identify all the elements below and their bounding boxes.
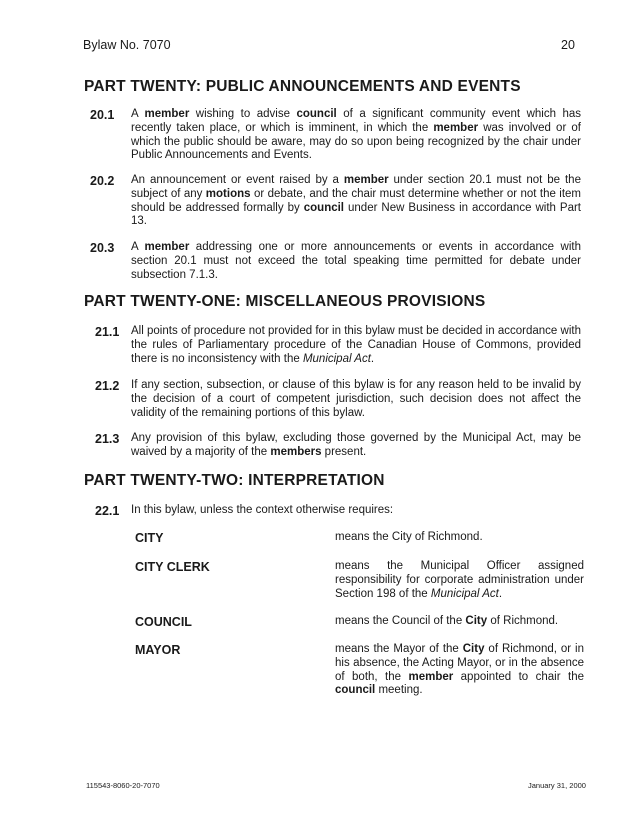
section-text: Any provision of this bylaw, excluding those governed by the Municipal Act, may be waived by a majority of the members present. (131, 432, 581, 458)
section-number: 21.1 (95, 325, 120, 339)
document-code: 115543-8060-20-7070 (86, 781, 160, 790)
section-number: 22.1 (95, 504, 120, 518)
section-text: A member wishing to advise council of a significant community event which has recently taken place, or which is imminent, in which the member was involved or of which the public should be aware, may do so upon being recognized by the chair under Public Announcements and Events. (131, 108, 582, 162)
definition-term: CITY CLERK (135, 560, 210, 574)
page-number: 20 (561, 38, 575, 52)
section-text: A member addressing one or more announcements or events in accordance with section 20.1 must not exceed the total speaking time permitted for debate under subsection 7.1.3. (131, 241, 582, 281)
section-number: 20.1 (90, 108, 115, 122)
bylaw-number: Bylaw No. 7070 (83, 38, 171, 52)
section-text: All points of procedure not provided for in this bylaw must be decided in accordance with the rules of Parliamentary procedure of the Canadian House of Commons, provided there is no inconsistency with the Municipal Act. (131, 325, 581, 365)
section-number: 21.2 (95, 379, 120, 393)
definition-text: means the City of Richmond. (335, 531, 483, 543)
definition-text: means the Council of the City of Richmond. (335, 615, 559, 627)
part-twenty-two-heading: PART TWENTY-TWO: INTERPRETATION (84, 472, 385, 489)
definition-term: COUNCIL (135, 615, 192, 629)
section-text: If any section, subsection, or clause of this bylaw is for any reason held to be invalid by the decision of a court of competent jurisdiction, such decision does not affect the validity of the remaining portions of this bylaw. (131, 379, 581, 419)
section-number: 20.3 (90, 241, 115, 255)
definition-text: means the Mayor of the City of Richmond, or in his absence, the Acting Mayor, or in the absence of both, the member appointed to chair the council meeting. (335, 643, 584, 697)
definition-term: MAYOR (135, 643, 181, 657)
section-number: 21.3 (95, 432, 120, 446)
section-text: In this bylaw, unless the context otherwise requires: (131, 504, 394, 516)
definition-term: CITY (135, 531, 164, 545)
definition-text: means the Municipal Officer assigned responsibility for corporate administration under Section 198 of the Municipal Act. (335, 560, 584, 600)
section-number: 20.2 (90, 174, 115, 188)
document-date: January 31, 2000 (528, 781, 586, 790)
section-text: An announcement or event raised by a member under section 20.1 must not be the subject of any motions or debate, and the chair must determine whether or not the item should be addressed formally by council under New Business in accordance with Part 13. (131, 174, 581, 228)
part-twenty-heading: PART TWENTY: PUBLIC ANNOUNCEMENTS AND EVENTS (84, 78, 521, 95)
part-twenty-one-heading: PART TWENTY-ONE: MISCELLANEOUS PROVISIONS (84, 293, 486, 310)
